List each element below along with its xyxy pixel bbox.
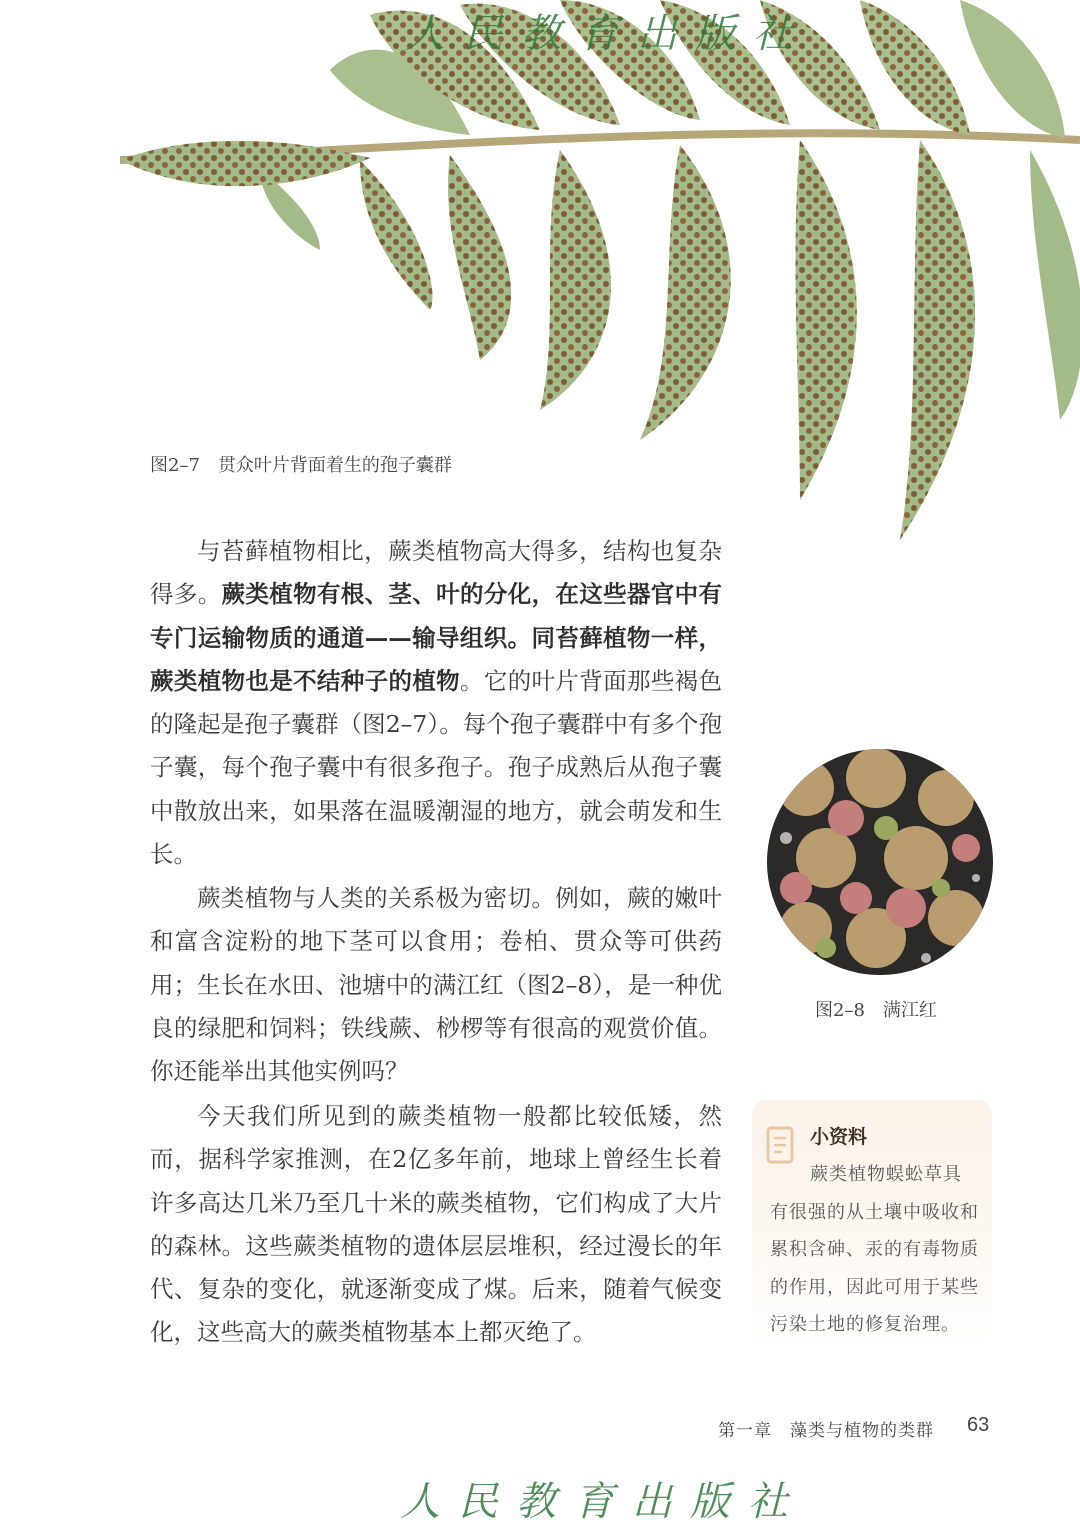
info-box-body: 蕨类植物蜈蚣草具有很强的从土壤中吸收和累积含砷、汞的有毒物质的作用，因此可用于某些污染土地的修复治理。 [770, 1164, 979, 1335]
page-number: 63 [967, 1414, 990, 1436]
info-box [752, 1100, 992, 1348]
paragraph-1-key-point-2: 同苔藓植物一样，蕨类植物也是不结种子的植物 [150, 623, 723, 695]
figure-2-7-caption: 图2–7 贯众叶片背面着生的孢子囊群 [150, 455, 452, 476]
publisher-watermark-top: 人民教育出版社 [405, 11, 811, 57]
footer-chapter-title: 第一章 藻类与植物的类群 [718, 1421, 934, 1441]
paragraph-1-sentence-4: 。它的叶片背面那些褐色的隆起是孢子囊群（图2–7）。每个孢子囊群中有多个孢子囊，每个孢子囊中有很多孢子。孢子成熟后从孢子囊中散放出来，如果落在温暖潮湿的地方，就会萌发和生长。 [150, 666, 723, 869]
paragraph-1-sentence-1: 与苔藓植物相比，蕨类植物高大得多，结构也复杂得多。 [150, 537, 722, 609]
paragraph-2-text: 蕨类植物与人类的关系极为密切。例如，蕨的嫩叶和富含淀粉的地下茎可以食用；卷柏、贯众等可供药用；生长在水田、池塘中的满江红（图2–8），是一种优良的绿肥和饲料；铁线蕨、桫椤等有很高的观赏价值。你还能举出其他实例吗？ [150, 884, 722, 1086]
paragraph-1-key-point-1: 蕨类植物有根、茎、叶的分化，在这些器官中有专门运输物质的通道——输导组织。 [150, 580, 723, 652]
azolla-photo [766, 748, 994, 976]
paragraph-3 [150, 1095, 722, 1355]
paragraph-3-text: 今天我们所见到的蕨类植物一般都比较低矮，然而，据科学家推测，在2亿多年前，地球上曾经生长着许多高达几米乃至几十米的蕨类植物，它们构成了大片的森林。这些蕨类植物的遗体层层堆积，经过漫长的年代、复杂的变化，就逐渐变成了煤。后来，随着气候变化，这些高大的蕨类植物基本上都灭绝了。 [150, 1102, 722, 1347]
info-box-text [770, 1156, 980, 1344]
paragraph-1 [150, 530, 722, 876]
publisher-watermark-bottom: 人民教育出版社 [400, 1479, 806, 1525]
figure-2-8-caption: 图2–8 满江红 [815, 1000, 937, 1021]
info-box-title: 小资料 [810, 1126, 868, 1148]
paragraph-2 [150, 877, 722, 1093]
